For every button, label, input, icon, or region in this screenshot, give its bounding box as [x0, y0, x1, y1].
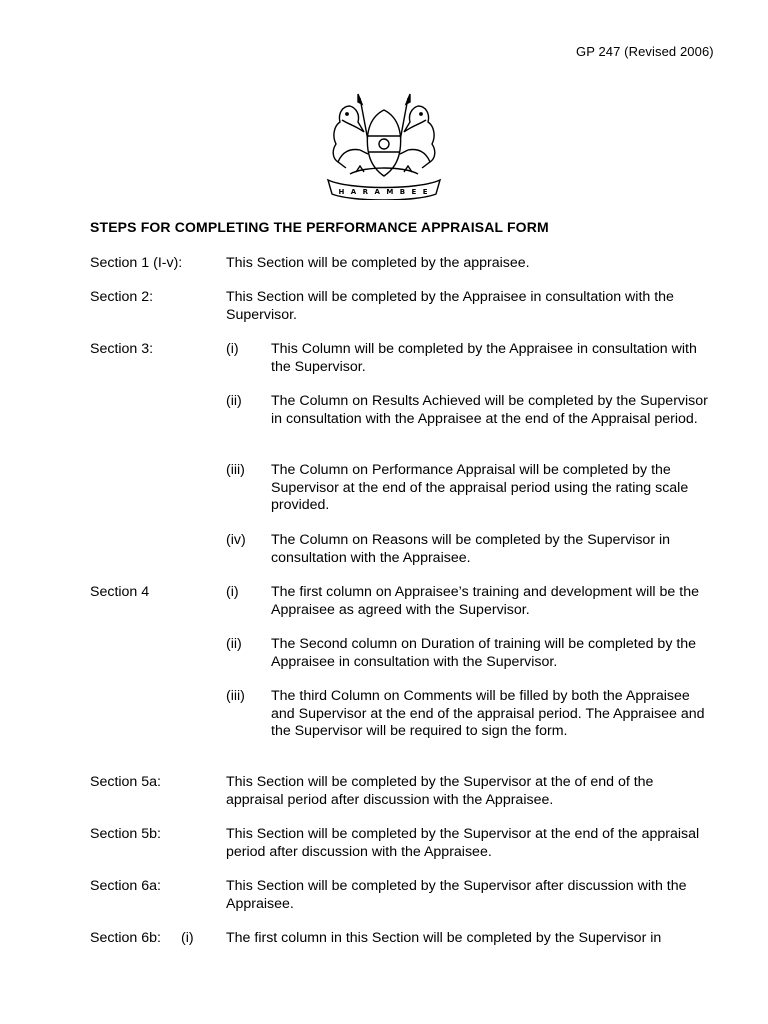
item-number: (iii) — [226, 462, 245, 478]
item-text: The Column on Results Achieved will be completed by the Supervisor in consultation with the Appraisee at the end of the Appraisal period. — [271, 393, 708, 427]
section-label: Section 1 (I-v): — [90, 255, 183, 271]
item-text: The Second column on Duration of training will be completed by the Appraisee in consultation with the Supervisor. — [271, 636, 697, 670]
section-text: This Section will be completed by the Supervisor after discussion with the Appraisee. — [226, 878, 687, 912]
emblem-motto: H A R A M B E E — [338, 188, 430, 196]
section-label: Section 3: — [90, 341, 154, 357]
item-text: The Column on Reasons will be completed by the Supervisor in consultation with the Appraisee. — [271, 532, 671, 566]
section-text: This Section will be completed by the Appraisee in consultation with the Supervisor. — [226, 289, 674, 323]
item-text: The first column on Appraisee’s training and development will be the Appraisee as agreed with the Supervisor. — [271, 584, 699, 618]
page-title: STEPS FOR COMPLETING THE PERFORMANCE APPRAISAL FORM — [90, 219, 549, 235]
item-number: (i) — [226, 341, 239, 357]
section-text: This Section will be completed by the appraisee. — [226, 255, 530, 271]
form-reference: GP 247 (Revised 2006) — [576, 44, 714, 59]
item-text: This Column will be completed by the Appraisee in consultation with the Supervisor. — [271, 341, 697, 375]
item-text: The third Column on Comments will be filled by both the Appraisee and Supervisor at the end of the appraisal period. The Appraisee and the Supervisor will be required to sign the form. — [271, 688, 705, 739]
section-text: The first column in this Section will be completed by the Supervisor in — [226, 930, 662, 946]
section-label: Section 5a: — [90, 774, 161, 790]
item-number: (ii) — [226, 636, 242, 652]
section-label: Section 2: — [90, 289, 154, 305]
section-label: Section 6b: — [90, 930, 161, 946]
item-number: (i) — [226, 584, 239, 600]
section-label: Section 5b: — [90, 826, 161, 842]
section-text: This Section will be completed by the Supervisor at the end of the appraisal period after discussion with the Appraisee. — [226, 826, 700, 860]
section-sub-number: (i) — [181, 930, 194, 946]
item-number: (ii) — [226, 393, 242, 409]
section-label: Section 6a: — [90, 878, 161, 894]
coat-of-arms-icon — [320, 92, 448, 200]
section-label: Section 4 — [90, 584, 150, 600]
section-text: This Section will be completed by the Supervisor at the of end of the appraisal period after discussion with the Appraisee. — [226, 774, 654, 808]
item-text: The Column on Performance Appraisal will be completed by the Supervisor at the end of the appraisal period using the rating scale provided. — [271, 462, 689, 513]
item-number: (iv) — [226, 532, 246, 548]
coat-of-arms — [320, 92, 448, 200]
item-number: (iii) — [226, 688, 245, 704]
